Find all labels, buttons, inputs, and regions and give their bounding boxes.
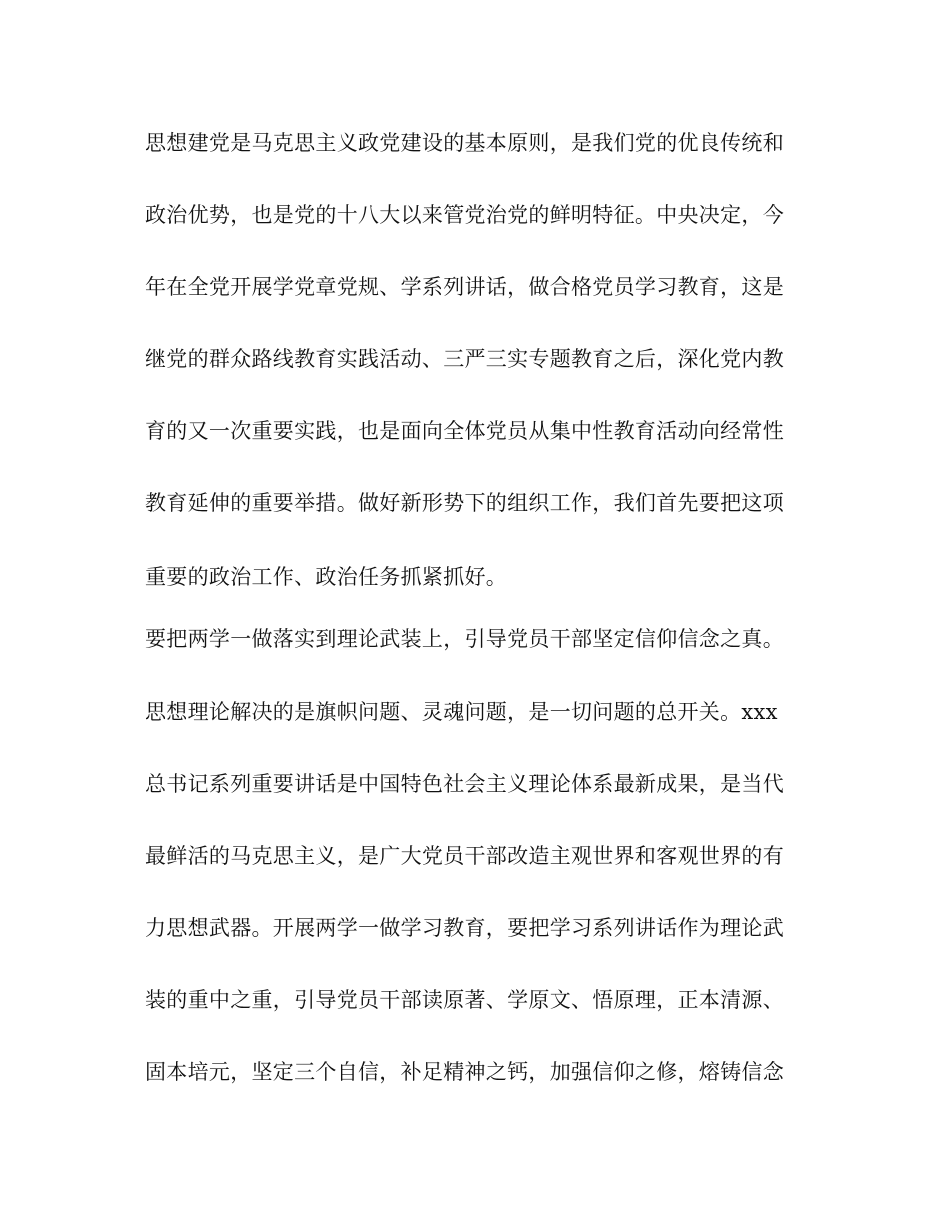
- paragraph-1-line-2: 政治优势，也是党的十八大以来管党治党的鲜明特征。中央决定，今: [145, 203, 784, 227]
- paragraph-2-line-1: 要把两学一做落实到理论武装上，引导党员干部坚定信仰信念之真。: [145, 627, 784, 651]
- paragraph-2-line-6: 装的重中之重，引导党员干部读原著、学原文、悟原理，正本清源、: [145, 988, 784, 1012]
- paragraph-1-line-1: 思想建党是马克思主义政党建设的基本原则，是我们党的优良传统和: [145, 131, 784, 155]
- paragraph-2-line-2: 思想理论解决的是旗帜问题、灵魂问题，是一切问题的总开关。xxx: [145, 700, 778, 724]
- paragraph-2-line-4: 最鲜活的马克思主义，是广大党员干部改造主观世界和客观世界的有: [145, 844, 784, 868]
- paragraph-2-line-3: 总书记系列重要讲话是中国特色社会主义理论体系最新成果，是当代: [145, 772, 784, 796]
- paragraph-2-line-5: 力思想武器。开展两学一做学习教育，要把学习系列讲话作为理论武: [145, 916, 784, 940]
- paragraph-1-line-3: 年在全党开展学党章党规、学系列讲话，做合格党员学习教育，这是: [145, 275, 784, 299]
- paragraph-1-line-5: 育的又一次重要实践，也是面向全体党员从集中性教育活动向经常性: [145, 419, 784, 443]
- paragraph-1-line-6: 教育延伸的重要举措。做好新形势下的组织工作，我们首先要把这项: [145, 491, 784, 515]
- paragraph-1-line-4: 继党的群众路线教育实践活动、三严三实专题教育之后，深化党内教: [145, 347, 784, 371]
- paragraph-2-line-7: 固本培元，坚定三个自信，补足精神之钙，加强信仰之修，熔铸信念: [145, 1060, 784, 1084]
- paragraph-1-line-7: 重要的政治工作、政治任务抓紧抓好。: [145, 565, 508, 589]
